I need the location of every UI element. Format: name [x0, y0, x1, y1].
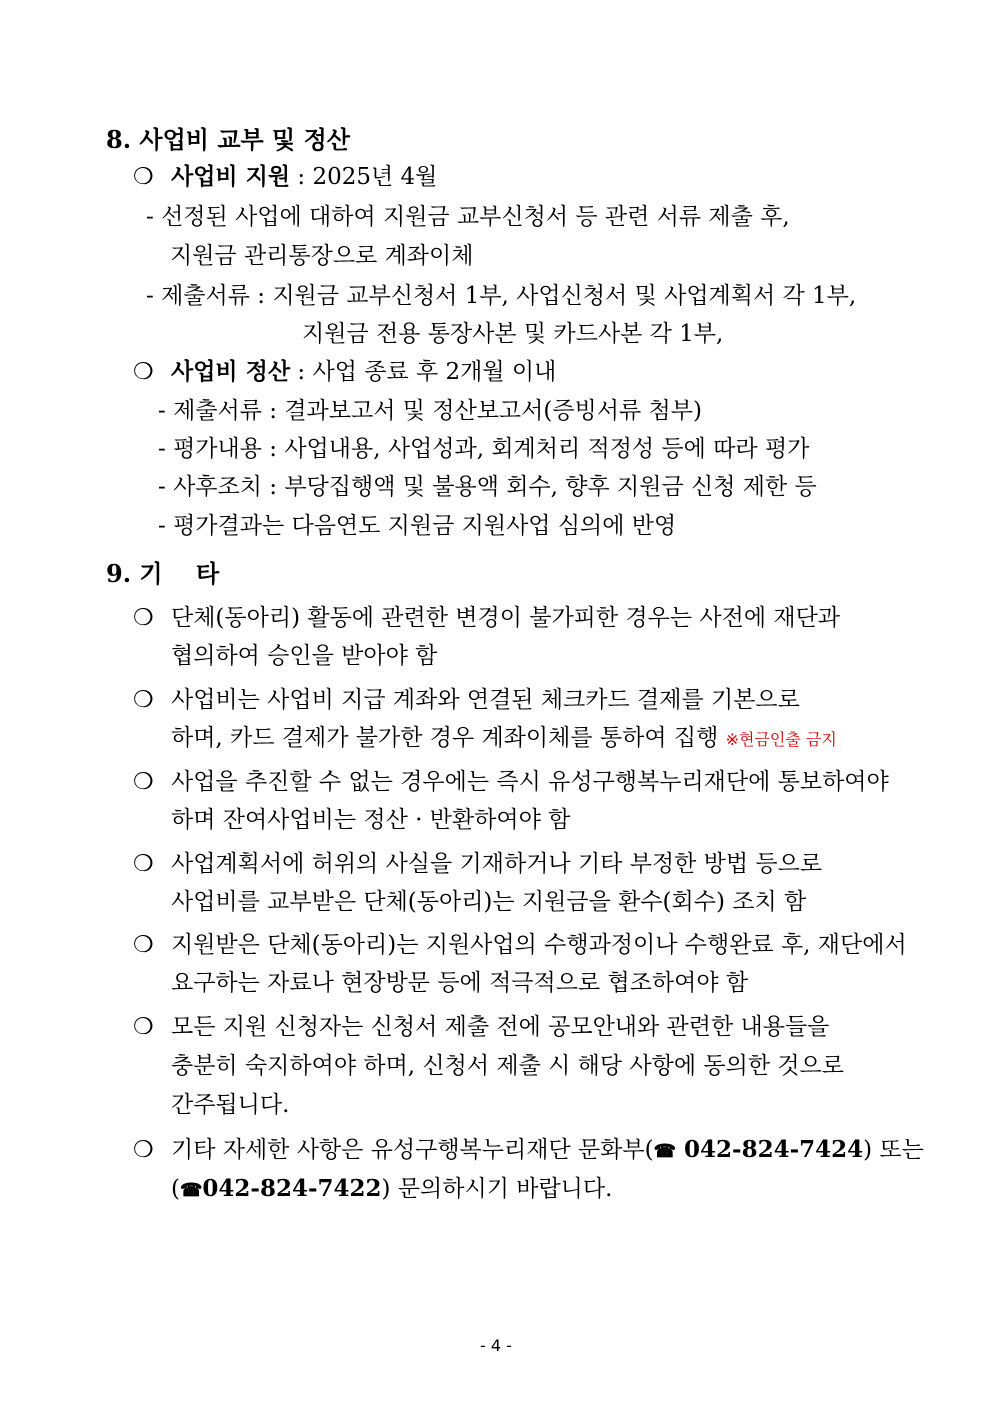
detail-line: - 사후조치 : 부당집행액 및 불용액 회수, 향후 지원금 신청 제한 등 [158, 474, 817, 500]
item-text: 지원받은 단체(동아리)는 지원사업의 수행과정이나 수행완료 후, 재단에서 [171, 932, 907, 958]
item-text: ( [171, 1176, 180, 1202]
item-budget-support [133, 161, 437, 193]
value-budget-support: : 2025년 4월 [290, 164, 438, 190]
phone-number: 042-824-7422 [202, 1175, 382, 1202]
item-text: ) 문의하시기 바랍니다. [381, 1176, 613, 1202]
item-text: 충분히 숙지하여야 하며, 신청서 제출 시 해당 사항에 동의한 것으로 [171, 1053, 844, 1079]
page-number: - 4 - [480, 1336, 512, 1355]
circle-bullet-icon: ❍ [133, 769, 154, 795]
cash-withdrawal-note: ※현금인출 금지 [725, 730, 837, 749]
detail-line: - 제출서류 : 지원금 교부신청서 1부, 사업신청서 및 사업계획서 각 1부, [146, 283, 857, 309]
phone-number: 042-824-7424 [676, 1136, 864, 1163]
circle-bullet-icon: ❍ [133, 932, 154, 958]
detail-line: - 선정된 사업에 대하여 지원금 교부신청서 등 관련 서류 제출 후, [146, 204, 790, 230]
label-budget-settlement: 사업비 정산 [171, 358, 291, 385]
item-text: 간주됩니다. [171, 1092, 290, 1118]
detail-line: - 평가결과는 다음연도 지원금 지원사업 심의에 반영 [158, 513, 677, 539]
item-text: 요구하는 자료나 현장방문 등에 적극적으로 협조하여야 함 [171, 970, 749, 996]
item-text: 사업비는 사업비 지급 계좌와 연결된 체크카드 결제를 기본으로 [171, 687, 800, 713]
detail-line: - 제출서류 : 결과보고서 및 정산보고서(증빙서류 첨부) [158, 398, 702, 424]
list-item [133, 766, 889, 798]
list-item [133, 848, 822, 880]
circle-bullet-icon: ❍ [133, 164, 154, 190]
item-text: 기타 자세한 사항은 유성구행복누리재단 문화부( [171, 1137, 654, 1163]
detail-line: - 평가내용 : 사업내용, 사업성과, 회계처리 적정성 등에 따라 평가 [158, 436, 810, 462]
section-9-heading: 9. 기 타 [106, 559, 220, 588]
item-text: 사업비를 교부받은 단체(동아리)는 지원금을 환수(회수) 조치 함 [171, 889, 807, 915]
list-item [133, 929, 907, 961]
circle-bullet-icon: ❍ [133, 1137, 154, 1163]
phone-icon: ☎ [653, 1141, 676, 1162]
item-text: 단체(동아리) 활동에 관련한 변경이 불가피한 경우는 사전에 재단과 [171, 605, 841, 631]
item-text: 하며, 카드 결제가 불가한 경우 계좌이체를 통하여 집행 [171, 725, 719, 751]
detail-line: 지원금 전용 통장사본 및 카드사본 각 1부, [302, 321, 724, 347]
list-item [171, 722, 837, 756]
item-text: 하며 잔여사업비는 정산 · 반환하여야 함 [171, 807, 571, 833]
circle-bullet-icon: ❍ [133, 359, 154, 385]
phone-icon: ☎ [179, 1180, 203, 1201]
circle-bullet-icon: ❍ [133, 687, 154, 713]
list-item [133, 1011, 829, 1043]
item-text: ) 또는 [863, 1137, 924, 1163]
item-text: 협의하여 승인을 받아야 함 [171, 643, 438, 669]
list-item [133, 1134, 924, 1168]
detail-line: 지원금 관리통장으로 계좌이체 [170, 243, 474, 269]
circle-bullet-icon: ❍ [133, 605, 154, 631]
item-budget-settlement [133, 356, 556, 388]
circle-bullet-icon: ❍ [133, 1014, 154, 1040]
list-item [171, 1173, 612, 1207]
value-budget-settlement: : 사업 종료 후 2개월 이내 [290, 359, 557, 385]
list-item [133, 684, 800, 716]
item-text: 사업을 추진할 수 없는 경우에는 즉시 유성구행복누리재단에 통보하여야 [171, 769, 889, 795]
label-budget-support: 사업비 지원 [171, 163, 291, 190]
item-text: 모든 지원 신청자는 신청서 제출 전에 공모안내와 관련한 내용들을 [171, 1014, 830, 1040]
circle-bullet-icon: ❍ [133, 851, 154, 877]
section-8-heading: 8. 사업비 교부 및 정산 [106, 125, 350, 154]
item-text: 사업계획서에 허위의 사실을 기재하거나 기타 부정한 방법 등으로 [171, 851, 823, 877]
list-item [133, 602, 840, 634]
